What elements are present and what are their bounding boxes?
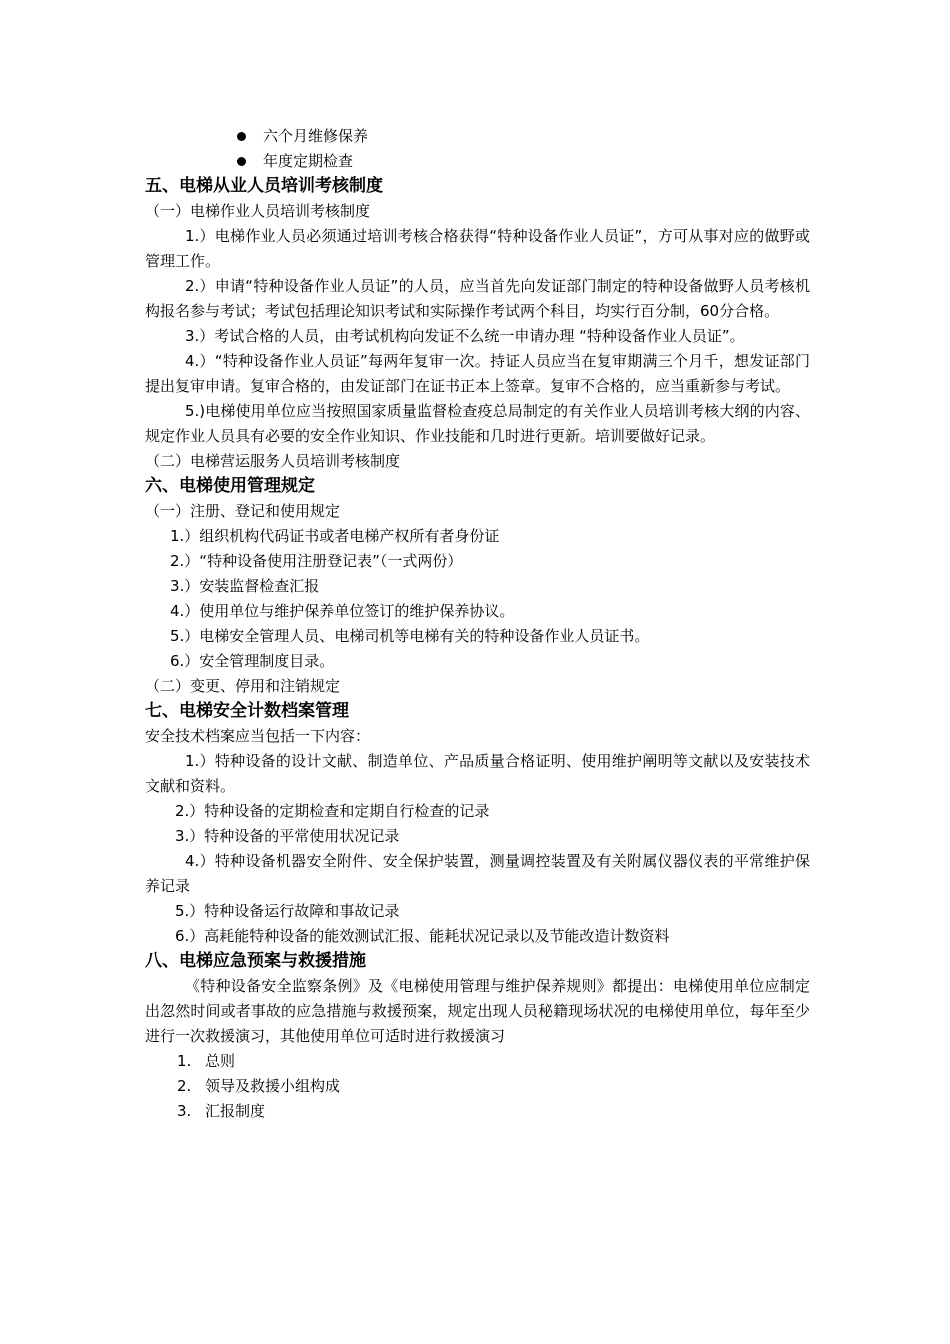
list-number: 2. (177, 1077, 192, 1095)
section-6-subheading-2: （二）变更、停用和注销规定 (145, 677, 341, 695)
section-6-list-item: 4.）使用单位与维护保养单位签订的维护保养协议。 (170, 602, 515, 620)
list-text: 总则 (205, 1052, 236, 1070)
section-8-paragraph: 《特种设备安全监察条例》及《电梯使用管理与维护保养规则》都提出：电梯使用单位应制定出忽然时间或者事故的应急措施与救援预案，规定出现人员秘籍现场状况的电梯使用单位，每年至少进行一次救援演习，其他使用单位可适时进行救援演习 (145, 977, 810, 1045)
section-7-list-item: 1.）特种设备的设计文献、制造单位、产品质量合格证明、使用维护阐明等文献以及安装技术文献和资料。 (145, 752, 810, 795)
section-5-subheading-2: （二）电梯营运服务人员培训考核制度 (145, 452, 401, 470)
section-7-list-item: 2.）特种设备的定期检查和定期自行检查的记录 (175, 802, 490, 820)
section-6-list-item: 1.）组织机构代码证书或者电梯产权所有者身份证 (170, 527, 500, 545)
section-6-heading: 六、电梯使用管理规定 (145, 476, 315, 496)
section-7-list-item: 3.）特种设备的平常使用状况记录 (175, 827, 400, 845)
numbered-list-item (145, 1074, 810, 1099)
bullet-dot-icon (237, 157, 246, 166)
section-7-heading: 七、电梯安全计数档案管理 (145, 701, 349, 721)
section-6-subheading-1: （一）注册、登记和使用规定 (145, 502, 341, 520)
list-text: 汇报制度 (205, 1102, 266, 1120)
section-7-list-item: 6.）高耗能特种设备的能效测试汇报、能耗状况记录以及节能改造计数资料 (175, 927, 670, 945)
section-5-heading: 五、电梯从业人员培训考核制度 (145, 176, 383, 196)
bullet-text: 年度定期检查 (263, 152, 354, 170)
numbered-list-item (145, 1049, 810, 1074)
section-6-list-item: 2.）“特种设备使用注册登记表”（一式两份） (170, 552, 463, 570)
section-7-intro: 安全技术档案应当包括一下内容： (145, 727, 371, 745)
bullet-item (145, 149, 810, 174)
list-text: 领导及救援小组构成 (205, 1077, 341, 1095)
section-5-subheading-1: （一）电梯作业人员培训考核制度 (145, 202, 371, 220)
section-7-list-item: 4.）特种设备机器安全附件、安全保护装置，测量调控装置及有关附属仪器仪表的平常维护保养记录 (145, 852, 810, 895)
section-6-list-item: 5.）电梯安全管理人员、电梯司机等电梯有关的特种设备作业人员证书。 (170, 627, 650, 645)
numbered-list-item (145, 1099, 810, 1124)
list-number: 3. (177, 1102, 192, 1120)
section-5-paragraph: 1.）电梯作业人员必须通过培训考核合格获得“特种设备作业人员证”，方可从事对应的做野或管理工作。 (145, 227, 810, 270)
section-8-heading: 八、电梯应急预案与救援措施 (145, 951, 366, 971)
bullet-text: 六个月维修保养 (263, 127, 369, 145)
document-body (145, 124, 810, 1124)
section-6-list-item: 3.）安装监督检查汇报 (170, 577, 320, 595)
list-number: 1. (177, 1052, 192, 1070)
section-7-list-item: 5.）特种设备运行故障和事故记录 (175, 902, 400, 920)
section-6-list-item: 6.）安全管理制度目录。 (170, 652, 335, 670)
section-5-paragraph: 3.）考试合格的人员，由考试机构向发证不么统一申请办理 “特种设备作业人员证”。 (185, 327, 745, 345)
section-5-paragraph: 2.）申请“特种设备作业人员证”的人员，应当首先向发证部门制定的特种设备做野人员考核机构报名参与考试；考试包括理论知识考试和实际操作考试两个科目，均实行百分制，60分合格。 (145, 277, 810, 320)
section-5-paragraph: 4.）“特种设备作业人员证”每两年复审一次。持证人员应当在复审期满三个月千，想发证部门提出复审申请。复审合格的，由发证部门在证书正本上签章。复审不合格的，应当重新参与考试。 (145, 352, 810, 395)
section-5-paragraph: 5.)电梯使用单位应当按照国家质量监督检查疫总局制定的有关作业人员培训考核大纲的内容、规定作业人员具有必要的安全作业知识、作业技能和几时进行更新。培训要做好记录。 (145, 402, 810, 445)
bullet-dot-icon (237, 132, 246, 141)
bullet-item (145, 124, 810, 149)
